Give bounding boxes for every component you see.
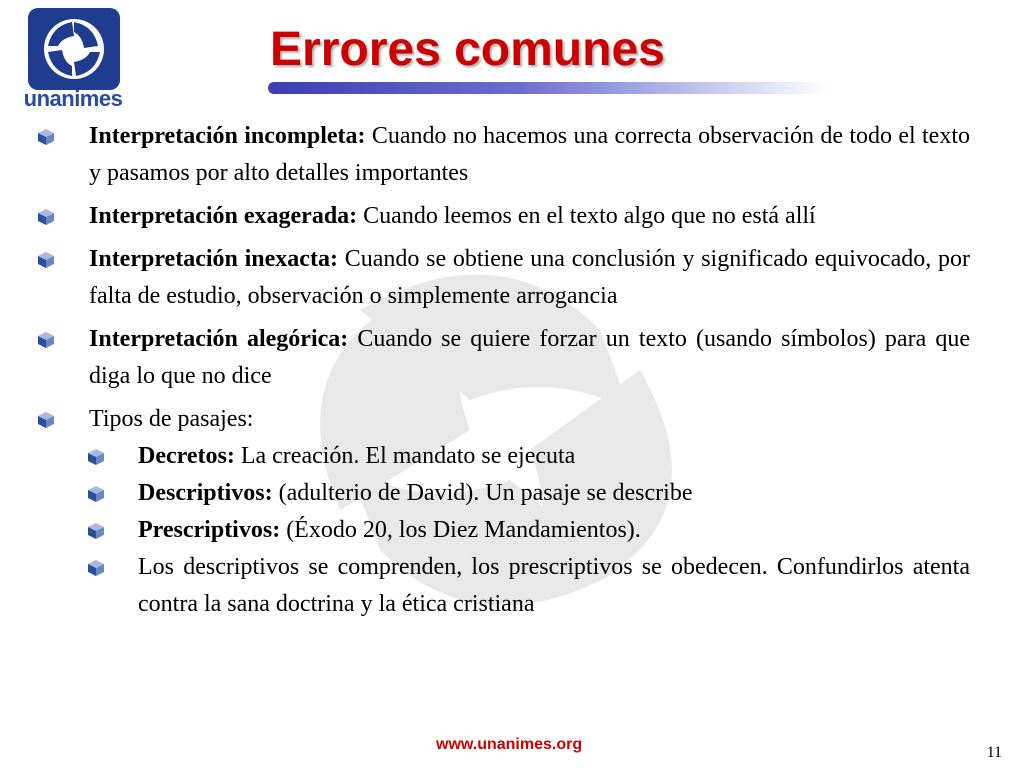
cube-bullet-icon bbox=[88, 486, 104, 502]
unanimes-logo-icon bbox=[28, 8, 120, 90]
sub-bullet-text: (adulterio de David). Un pasaje se describe bbox=[272, 480, 693, 506]
bullet-term: Interpretación inexacta: bbox=[89, 246, 338, 272]
bullet-item bbox=[36, 241, 970, 315]
logo-text: unanimes bbox=[23, 86, 123, 111]
sub-bullet-item bbox=[36, 512, 970, 549]
bullet-text: Tipos de pasajes: bbox=[89, 406, 254, 432]
sub-bullet-term: Decretos: bbox=[138, 443, 235, 469]
bullet-term: Interpretación alegórica: bbox=[89, 326, 349, 352]
slide-content bbox=[36, 118, 970, 623]
sub-bullet-text: La creación. El mandato se ejecuta bbox=[234, 443, 576, 469]
title-underline bbox=[268, 82, 828, 94]
bullet-term: Interpretación incompleta: bbox=[89, 123, 366, 149]
bullet-term: Interpretación exagerada: bbox=[89, 203, 358, 229]
sub-bullet-item bbox=[36, 438, 970, 475]
cube-bullet-icon bbox=[38, 129, 54, 145]
bullet-item bbox=[36, 118, 970, 192]
sub-bullet-item bbox=[36, 475, 970, 512]
bullet-item bbox=[36, 401, 970, 438]
cube-bullet-icon bbox=[38, 412, 54, 428]
bullet-item bbox=[36, 198, 970, 235]
bullet-text: Cuando leemos en el texto algo que no está allí bbox=[357, 203, 816, 229]
page-number: 11 bbox=[986, 744, 1002, 761]
logo bbox=[18, 8, 128, 113]
cube-bullet-icon bbox=[38, 252, 54, 268]
sub-bullet-text: Los descriptivos se comprenden, los prescriptivos se obedecen. Confundirlos atenta contra la sana doctrina y la ética cristiana bbox=[138, 554, 970, 617]
bullet-text: Cuando se obtiene una conclusión y significado equivocado, por falta de estudio, observación o simplemente arrogancia bbox=[89, 246, 970, 309]
bullet-item bbox=[36, 321, 970, 395]
cube-bullet-icon bbox=[38, 209, 54, 225]
cube-bullet-icon bbox=[88, 449, 104, 465]
footer-url: www.unanimes.org bbox=[436, 736, 583, 753]
sub-bullet-item bbox=[36, 549, 970, 623]
sub-bullet-term: Prescriptivos: bbox=[138, 517, 281, 543]
sub-bullet-text: (Éxodo 20, los Diez Mandamientos). bbox=[280, 517, 641, 543]
cube-bullet-icon bbox=[38, 332, 54, 348]
bullet-text: Cuando se quiere forzar un texto (usando símbolos) para que diga lo que no dice bbox=[89, 326, 970, 389]
bullet-text: Cuando no hacemos una correcta observación de todo el texto y pasamos por alto detalles importantes bbox=[89, 123, 970, 186]
sub-bullet-term: Descriptivos: bbox=[138, 480, 273, 506]
cube-bullet-icon bbox=[88, 523, 104, 539]
slide-title: Errores comunes bbox=[270, 23, 665, 76]
cube-bullet-icon bbox=[88, 560, 104, 576]
